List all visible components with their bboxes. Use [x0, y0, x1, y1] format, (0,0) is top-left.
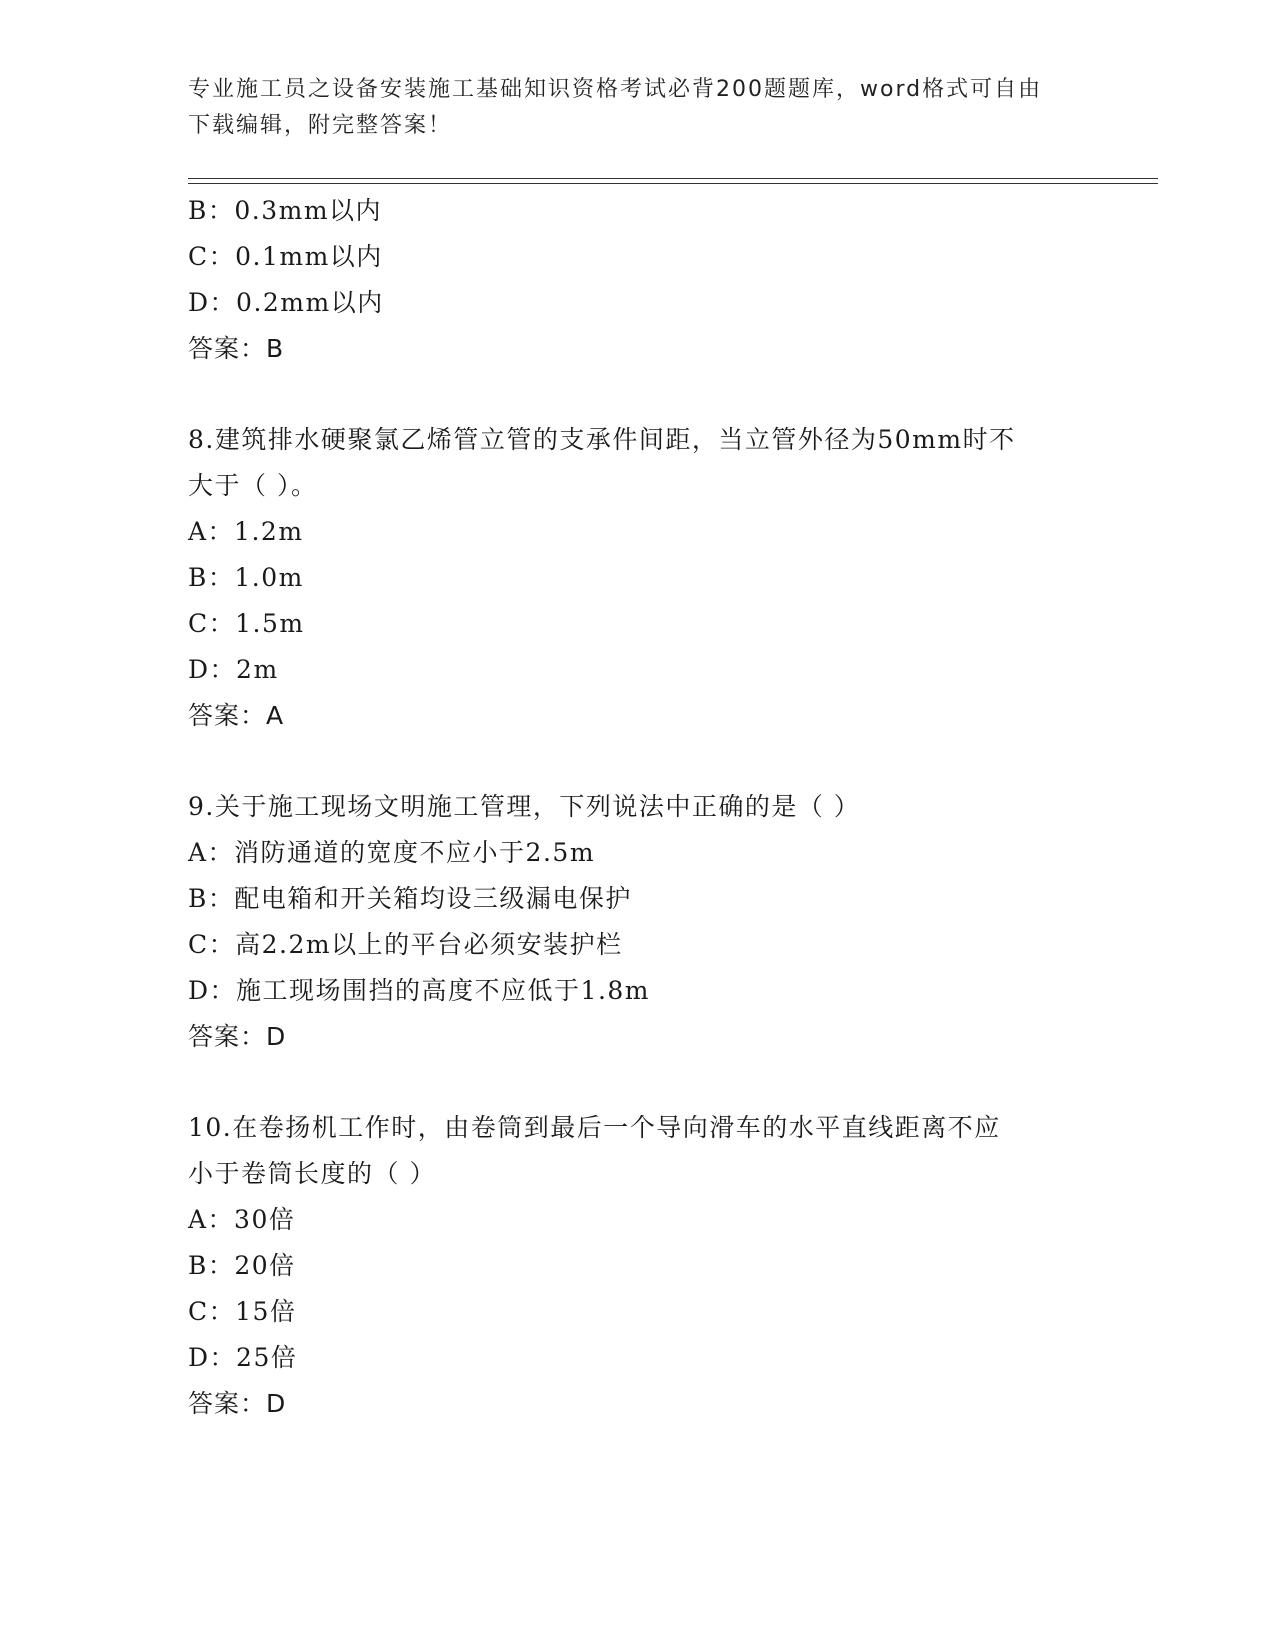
- question-stem: 8.建筑排水硬聚氯乙烯管立管的支承件间距，当立管外径为50mm时不: [188, 425, 1016, 454]
- spacer: [188, 372, 1088, 417]
- option-d: D：2m: [188, 655, 279, 684]
- option-c: C：高2.2m以上的平台必须安装护栏: [188, 930, 623, 959]
- option-d: D：25倍: [188, 1343, 298, 1372]
- document-header: [188, 72, 1088, 144]
- question-8: [188, 417, 1088, 739]
- question-stem: 小于卷筒长度的（ ）: [188, 1159, 436, 1188]
- answer-line: 答案：D: [188, 1389, 287, 1418]
- option-a: A：消防通道的宽度不应小于2.5m: [188, 838, 596, 867]
- header-divider: [188, 178, 1158, 184]
- question-10: [188, 1105, 1088, 1427]
- answer-line: 答案：B: [188, 334, 285, 363]
- question-stem: 9.关于施工现场文明施工管理，下列说法中正确的是（ ）: [188, 792, 861, 821]
- question-stem: 大于（ ）。: [188, 471, 318, 500]
- option-b: B：20倍: [188, 1251, 296, 1280]
- question-list: [188, 188, 1088, 1427]
- option-d: D：0.2mm以内: [188, 288, 384, 317]
- option-b: B：配电箱和开关箱均设三级漏电保护: [188, 884, 632, 913]
- option-a: A：1.2m: [188, 517, 304, 546]
- option-c: C：0.1mm以内: [188, 242, 383, 271]
- option-d: D：施工现场围挡的高度不应低于1.8m: [188, 976, 651, 1005]
- question-7-tail: [188, 188, 1088, 372]
- option-a: A：30倍: [188, 1205, 296, 1234]
- spacer: [188, 1060, 1088, 1105]
- header-line-2: 下载编辑，附完整答案！: [188, 113, 453, 138]
- question-stem: 10.在卷扬机工作时，由卷筒到最后一个导向滑车的水平直线距离不应: [188, 1113, 1001, 1142]
- option-b: B：0.3mm以内: [188, 196, 383, 225]
- question-9: [188, 784, 1088, 1060]
- option-c: C：15倍: [188, 1297, 297, 1326]
- header-line-1: 专业施工员之设备安装施工基础知识资格考试必背200题题库，word格式可自由: [188, 77, 1043, 102]
- option-b: B：1.0m: [188, 563, 304, 592]
- answer-line: 答案：D: [188, 1022, 287, 1051]
- option-c: C：1.5m: [188, 609, 305, 638]
- answer-line: 答案：A: [188, 701, 285, 730]
- spacer: [188, 739, 1088, 784]
